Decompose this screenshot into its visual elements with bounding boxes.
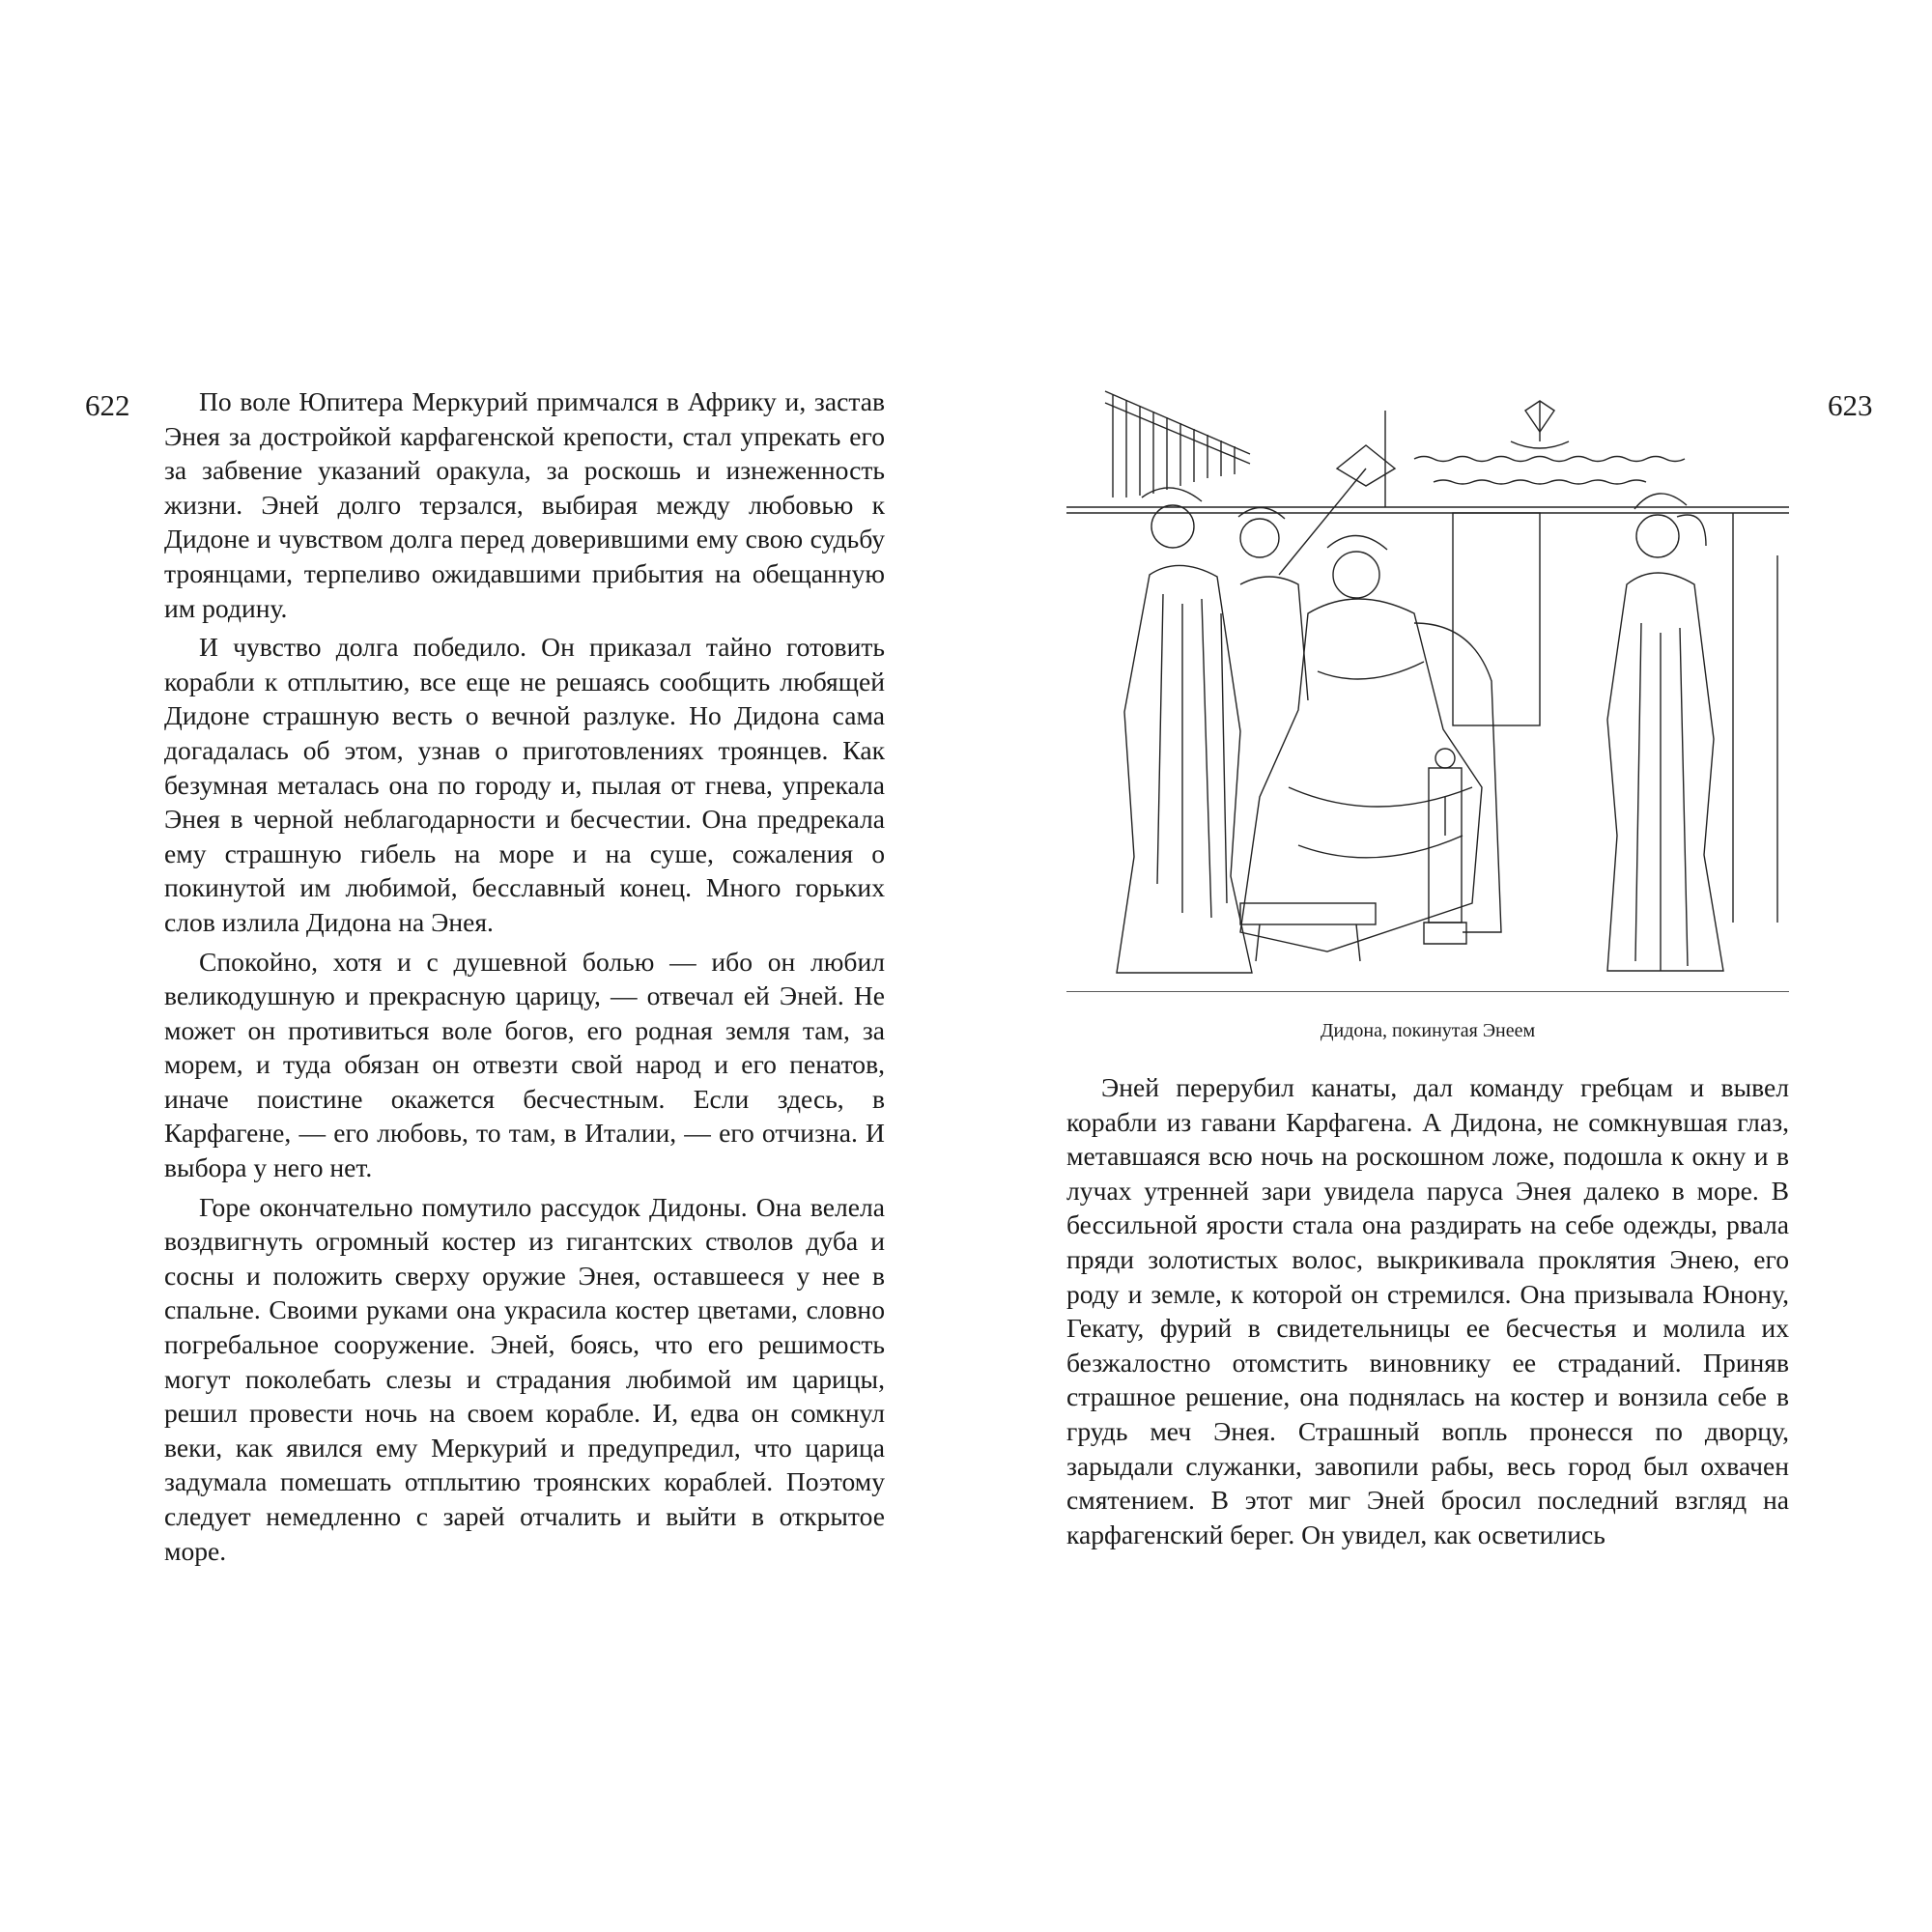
right-page (966, 0, 1932, 1932)
paragraph: И чувство долга победило. Он приказал тайно готовить корабли к отплытию, все еще не решаясь сообщить любящей Дидоне страшную весть о вечной разлуке. Но Дидона сама догадалась об этом, узнав о приготовлениях троянцев. Как безумная металась она по городу и, пылая от гнева, упрекала Энея в черной неблагодарности и бесчестии. Она предрекала ему страшную гибель на море и на суше, сожаления о покинутой им любимой, бесславный конец. Много горьких слов излила Дидона на Энея. (164, 632, 885, 937)
page-number-right: 623 (1828, 388, 1873, 422)
paragraph: Спокойно, хотя и с душевной болью — ибо он любил великодушную и прекрасную царицу, — отвечал ей Эней. Не может он противиться воле богов, его родная земля там, за морем, и туда обязан он отвезти свой народ и его пенатов, иначе поистине окажется бесчестным. Если здесь, в Карфагене, — его любовь, то там, в Италии, — его отчизна. И выбора у него нет. (164, 946, 885, 1183)
page-number-left: 622 (85, 388, 130, 422)
figure-caption: Дидона, покинутая Энеем (1320, 1020, 1536, 1041)
paragraph: Эней перерубил канаты, дал команду гребцам и вывел корабли из гавани Карфагена. А Дидона, не сомкнувшая глаз, метавшаяся всю ночь на роскошном ложе, подошла к окну и в лучах утренней зари увидела паруса Энея далеко в море. В бессильной ярости стала она раздирать на себе одежды, рвала пряди золотистых волос, выкрикивала проклятия Энею, его роду и земле, к которой он стремился. Она призывала Юнону, Гекату, фурий в свидетельницы ее бесчестья и молила их безжалостно отомстить виновнику ее страданий. Приняв страшное решение, она поднялась на костер и вонзила себе в грудь меч Энея. Страшный вопль пронесся по дворцу, зарыдали служанки, завопили рабы, весь город был охвачен смятением. В этот миг Эней бросил последний взгляд на карфагенский берег. Он увидел, как осветились (1066, 1072, 1789, 1549)
paragraph: Горе окончательно помутило рассудок Дидоны. Она велела воздвигнуть огромный костер из гигантских стволов дуба и сосны и положить сверху оружие Энея, оставшееся у нее в спальне. Своими руками она украсила костер цветами, словно погребальное сооружение. Эней, боясь, что его решимость могут поколебать слезы и страдания любимой им царицы, решил провести ночь на своем корабле. И, едва он сомкнул веки, как явился ему Меркурий и предупредил, что царица задумала помешать отплытию троянских кораблей. Поэтому следует немедленно с зарей отчалить и выйти в открытое море. (164, 1191, 885, 1566)
left-page-text (164, 384, 885, 1573)
paragraph: По воле Юпитера Меркурий примчался в Африку и, застав Энея за достройкой карфагенской крепости, стал упрекать его за забвение указаний оракула, за роскошь и изнеженность жизни. Эней долго терзался, выбирая между любовью к Дидоне и чувством долга перед доверившими ему свою судьбу троянцами, терпеливо ожидавшими прибытия на обещанную им родину. (164, 386, 885, 623)
engraving-drawing (1066, 382, 1789, 992)
right-page-text (1066, 1070, 1789, 1556)
illustration-dido-abandoned (1066, 382, 1789, 992)
